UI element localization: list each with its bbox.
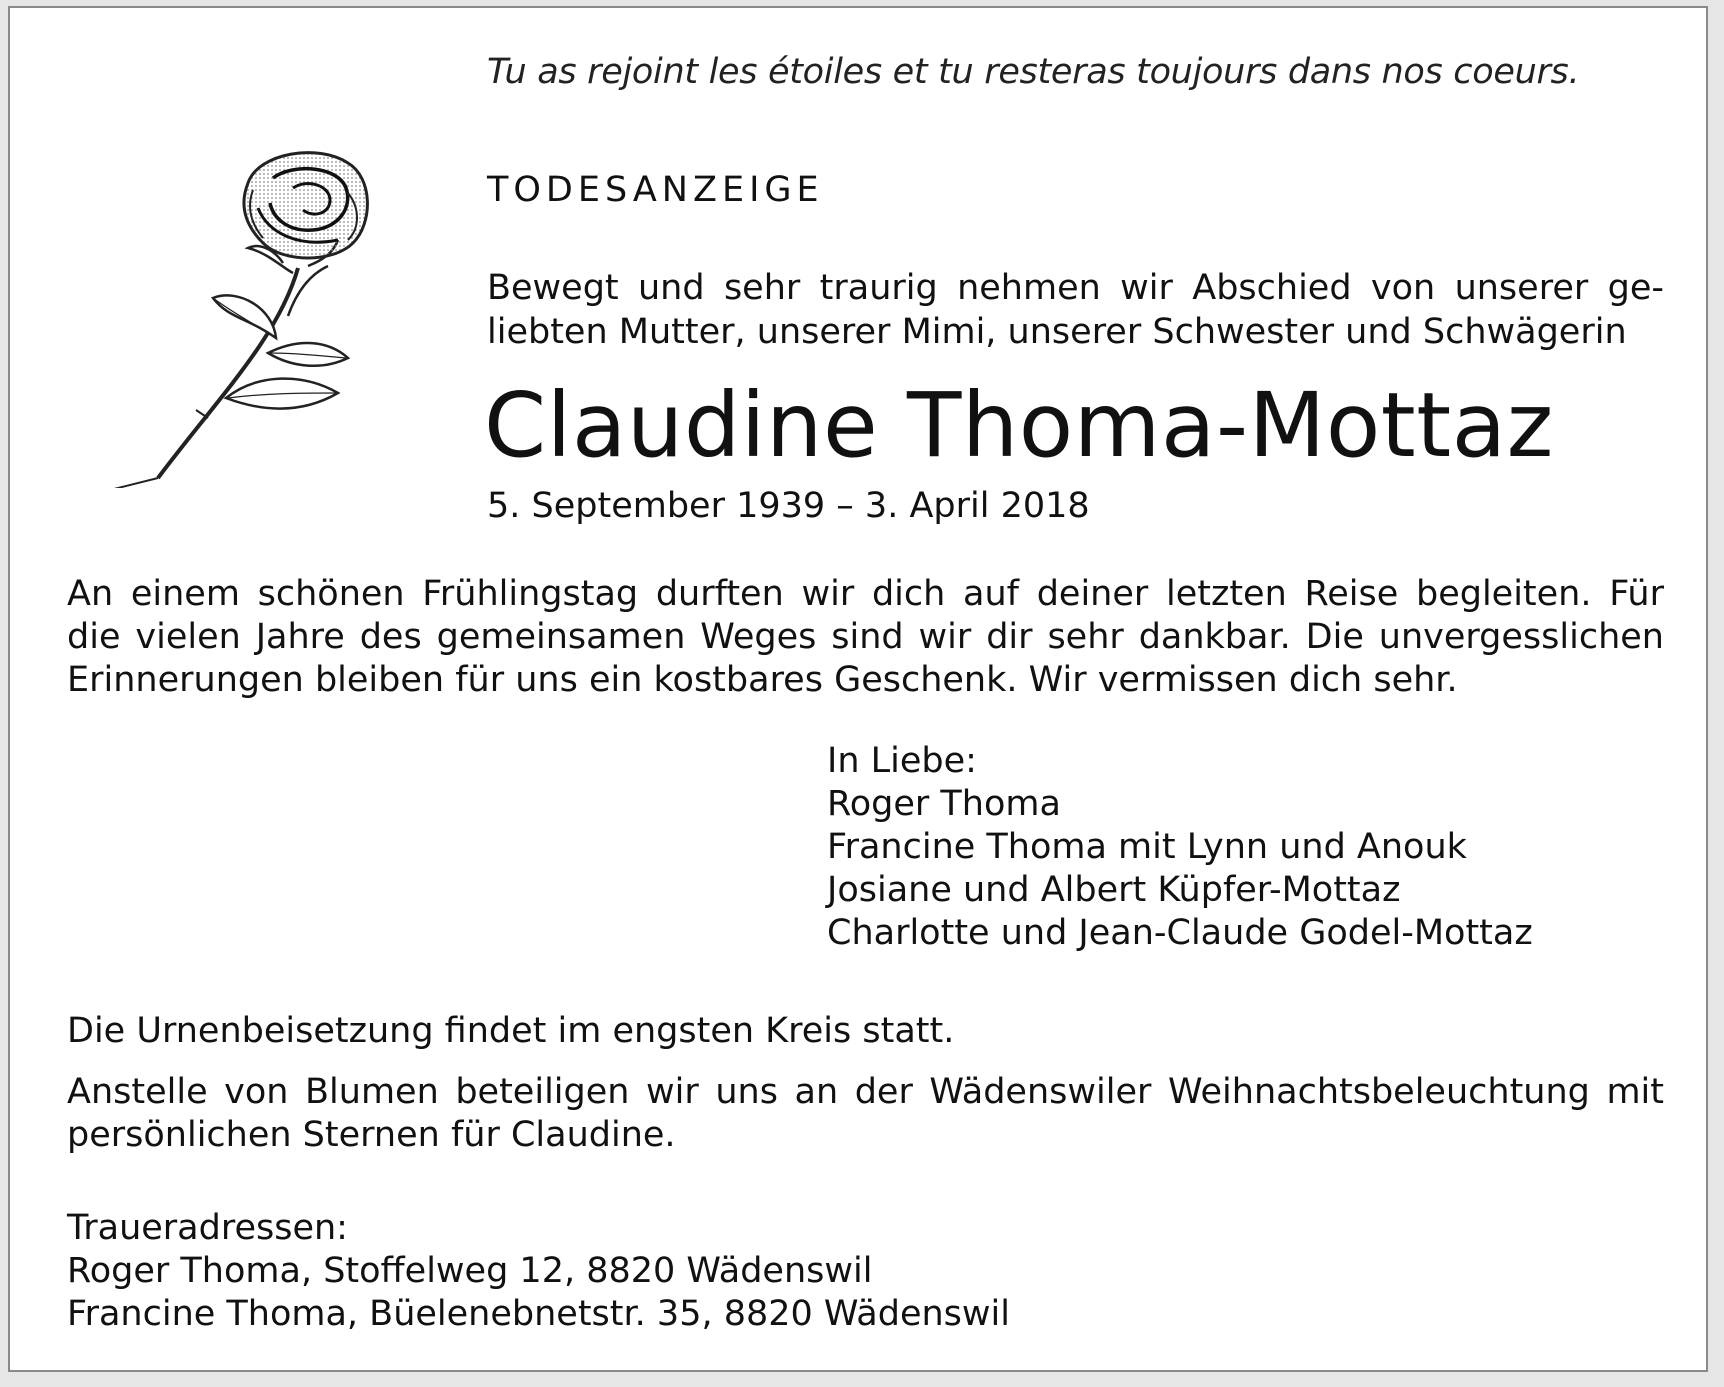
intro-line: liebten Mutter, unserer Mimi, unserer Schwester und Schwägerin — [487, 312, 1627, 352]
body-line: An einem schönen Frühlingstag durften wir dich auf deiner letzten Reise begleiten. Für — [67, 574, 1664, 614]
donation-line: persönlichen Sternen für Claudine. — [67, 1115, 676, 1155]
life-dates: 5. September 1939 – 3. April 2018 — [487, 486, 1090, 526]
rose-icon — [98, 148, 418, 488]
intro-text — [487, 266, 1664, 354]
donation-line: Anstelle von Blumen beteiligen wir uns an der Wädenswiler Weihnachtsbeleuchtung mit — [67, 1072, 1664, 1112]
signer-name: Charlotte und Jean-Claude Godel-Mottaz — [827, 913, 1533, 953]
intro-line: Bewegt und sehr traurig nehmen wir Abschied von unserer ge- — [487, 268, 1664, 308]
motto: Tu as rejoint les étoiles et tu resteras toujours dans nos coeurs. — [487, 52, 1580, 92]
burial-note: Die Urnenbeisetzung findet im engsten Kreis statt. — [67, 1011, 955, 1051]
signer-name: Josiane und Albert Küpfer-Mottaz — [827, 870, 1401, 910]
signer-name: Francine Thoma mit Lynn und Anouk — [827, 827, 1467, 867]
address-line: Francine Thoma, Büelenebnetstr. 35, 8820 Wädenswil — [67, 1294, 1010, 1334]
address-line: Roger Thoma, Stoffelweg 12, 8820 Wädenswil — [67, 1251, 873, 1291]
obituary-card — [8, 6, 1708, 1372]
addresses-label: Traueradressen: — [67, 1208, 348, 1248]
signer-name: Roger Thoma — [827, 784, 1061, 824]
body-text — [67, 573, 1664, 702]
donation-note — [67, 1071, 1664, 1157]
body-line: Erinnerungen bleiben für uns ein kostbares Geschenk. Wir vermissen dich sehr. — [67, 660, 1458, 700]
deceased-name: Claudine Thoma-Mottaz — [484, 373, 1554, 477]
mourning-addresses — [67, 1207, 1010, 1336]
notice-heading: TODESANZEIGE — [487, 170, 824, 210]
signers-intro: In Liebe: — [827, 741, 977, 781]
signers-list — [827, 740, 1533, 955]
body-line: die vielen Jahre des gemeinsamen Weges sind wir dir sehr dankbar. Die unvergesslichen — [67, 617, 1664, 657]
